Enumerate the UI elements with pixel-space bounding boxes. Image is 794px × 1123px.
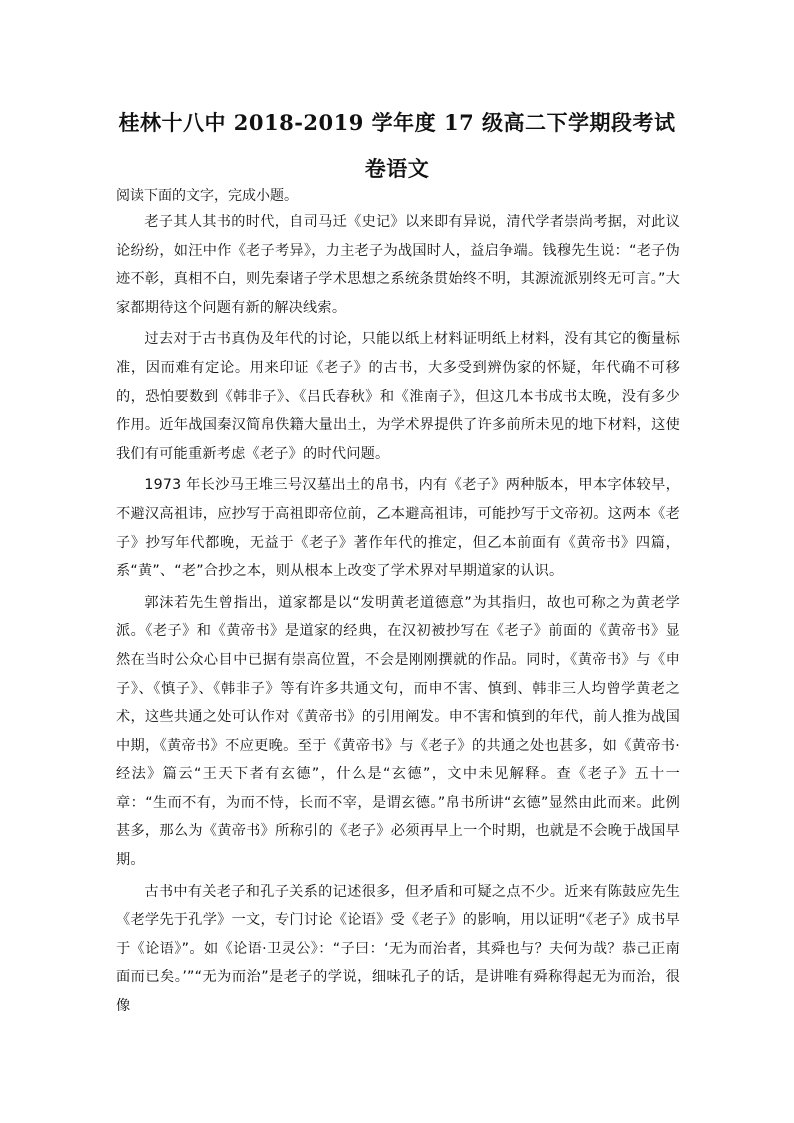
paragraph: 1973 年长沙马王堆三号汉墓出土的帛书，内有《老子》两种版本，甲本字体较早，不避汉高祖讳，应抄写于高祖即帝位前，乙本避高祖讳，可能抄写于文帝初。这两本《老子》抄写年代都晚，无益于《老子》著作年代的推定，但乙本前面有《黄帝书》四篇，系“黄”、“老”合抄之本，则从根本上改变了学术界对早期道家的认识。 — [116, 477, 680, 580]
paragraph: 郭沫若先生曾指出，道家都是以“发明黄老道德意”为其指归，故也可称之为黄老学派。《老子》和《黄帝书》是道家的经典，在汉初被抄写在《老子》前面的《黄帝书》显然在当时公众心目中已据有崇高位置，不会是刚刚撰就的作品。同时，《黄帝书》与《申子》、《慎子》、《韩非子》等有许多共通文句，而申不害、慎到、韩非三人均曾学黄老之术，这些共通之处可认作对《黄帝书》的引用阐发。申不害和慎到的年代，前人推为战国中期，《黄帝书》不应更晚。至于《黄帝书》与《老子》的共通之处也甚多，如《黄帝书·经法》篇云“王天下者有玄德”，什么是“玄德”，文中未见解释。查《老子》五十一章：“生而不有，为而不恃，长而不宰，是谓玄德。”帛书所讲“玄德”显然由此而来。此例甚多，那么为《黄帝书》所称引的《老子》必须再早上一个时期，也就是不会晚于战国早期。 — [116, 594, 680, 869]
paragraph: 古书中有关老子和孔子关系的记述很多，但矛盾和可疑之点不少。近来有陈鼓应先生《老学先于孔学》一文，专门讨论《论语》受《老子》的影响，用以证明“《老子》成书早于《论语》”。如《论语·卫灵公》：“子曰：‘无为而治者，其舜也与？夫何为哉？恭己正南面而已矣。’”“无为而治”是老子的学说，细味孔子的话，是讲唯有舜称得起无为而治，很像 — [116, 883, 680, 1015]
reading-instruction: 阅读下面的文字，完成小题。 — [116, 188, 298, 204]
paragraph: 过去对于古书真伪及年代的讨论，只能以纸上材料证明纸上材料，没有其它的衡量标准，因而难有定论。用来印证《老子》的古书，大多受到辨伪家的怀疑，年代确不可移的，恐怕要数到《韩非子》、《吕氏春秋》和《淮南子》，但这几本书成书太晚，没有多少作用。近年战国秦汉简帛佚籍大量出土，为学术界提供了许多前所未见的地下材料，这使我们有可能重新考虑《老子》的时代问题。 — [116, 331, 680, 462]
article-body — [116, 208, 680, 1024]
document-title: 桂林十八中 2018-2019 学年度 17 级高二下学期段考试卷语文 — [118, 110, 676, 181]
paragraph: 老子其人其书的时代，自司马迁《史记》以来即有异说，清代学者崇尚考据，对此议论纷纷，如汪中作《老子考异》，力主老子为战国时人，益启争端。钱穆先生说：“老子伪迹不彰，真相不白，则先秦诸子学术思想之系统条贯始终不明，其源流派别终无可言。”大家都期待这个问题有新的解决线索。 — [116, 214, 680, 316]
